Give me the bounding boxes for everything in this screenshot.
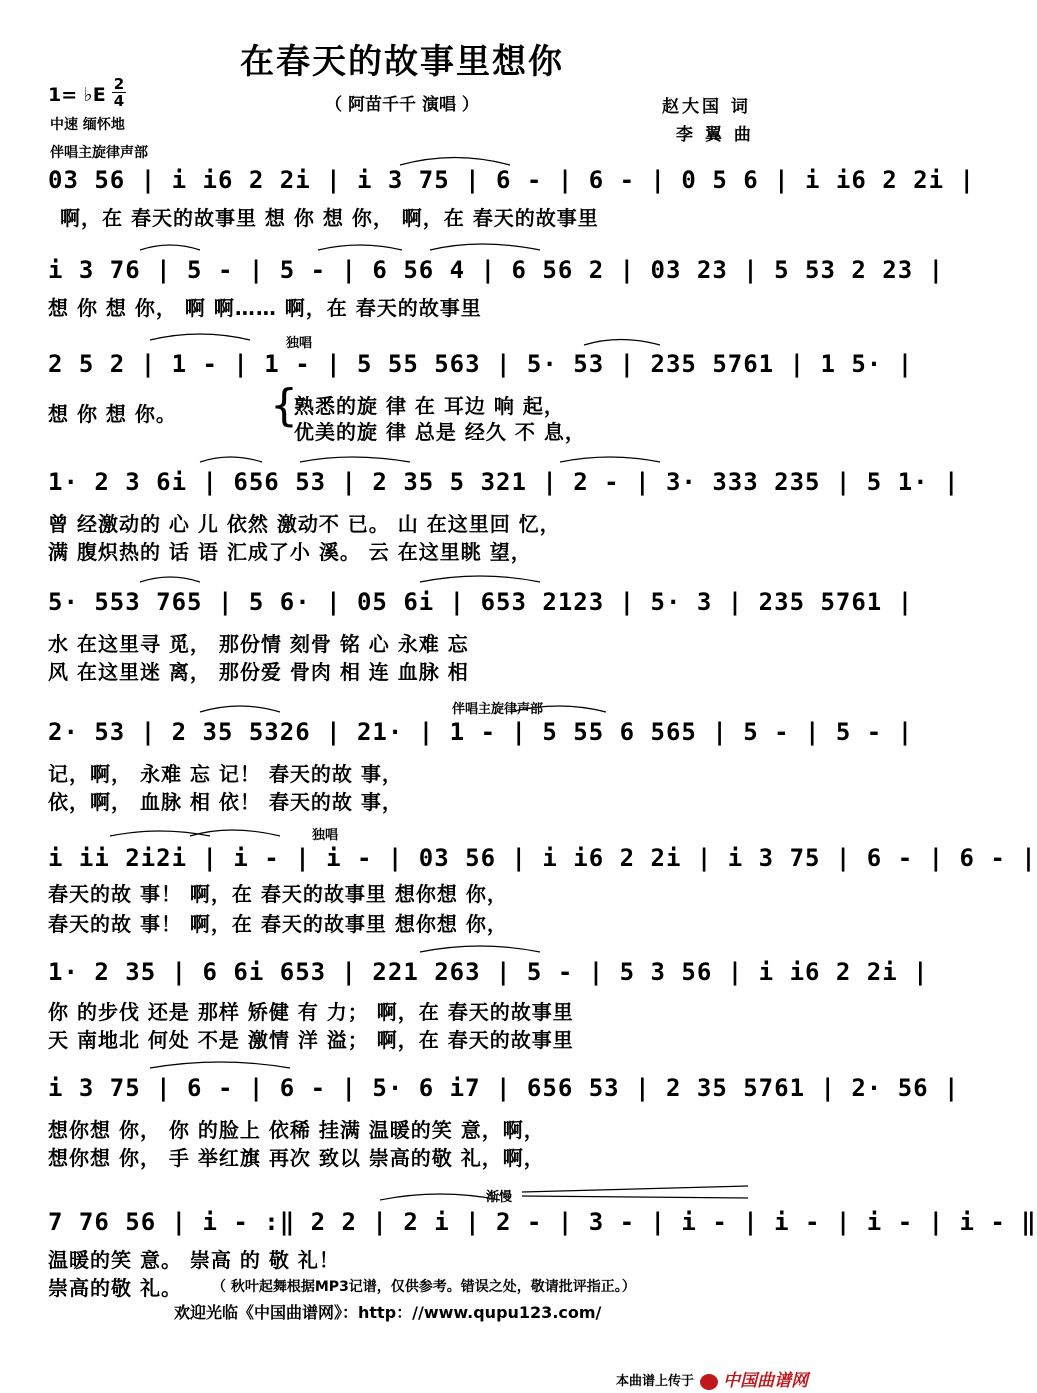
page-title: 在春天的故事里想你: [240, 42, 564, 82]
site-logo[interactable]: [700, 1366, 808, 1391]
solo-annotation: 独唱: [286, 336, 313, 351]
tempo-marking: 中速 缅怀地: [50, 117, 125, 133]
transcription-note: （ 秋叶起舞根据MP3记谱，仅供参考。错误之处，敬请批评指正。）: [212, 1279, 636, 1295]
notation-line-1: 03 56 | i i6 2 2i | i 3 75 | 6 - | 6 - | 0 5 6 | i i6 2 2i |: [48, 166, 975, 194]
lyric-line-2: 想 你 想 你， 啊 啊…… 啊，在 春天的故事里: [48, 296, 482, 320]
notation-line-3: 2 5 2 | 1 - | 1 - | 5 55 563 | 5· 53 | 235 5761 | 1 5· |: [48, 350, 914, 378]
welcome-url[interactable]: 欢迎光临《中国曲谱网》：http：//www.qupu123.com/: [174, 1303, 602, 1322]
performer-subtitle: （ 阿苗千千 演唱 ）: [325, 95, 479, 115]
notation-line-9: i 3 75 | 6 - | 6 - | 5· 6 i7 | 656 53 | 2 35 5761 | 2· 56 |: [48, 1074, 960, 1102]
lyric-line-7a: 春天的故 事！ 啊，在 春天的故事里 想你想 你，: [48, 882, 508, 906]
solo-annotation-2: 独唱: [312, 828, 339, 843]
notation-line-7: i ii 2i2i | i - | i - | 03 56 | i i6 2 2i | i 3 75 | 6 - | 6 - |: [48, 844, 1037, 872]
lyric-line-3c: 优美的旋 律 总是 经久 不 息，: [294, 420, 586, 444]
part-annotation: 伴唱主旋律声部: [452, 702, 544, 717]
lyric-line-6b: 依，啊， 血脉 相 依！ 春天的故 事，: [48, 790, 403, 814]
lyric-line-1: 啊，在 春天的故事里 想 你 想 你， 啊，在 春天的故事里: [60, 206, 599, 230]
lyric-line-3b: 熟悉的旋 律 在 耳边 响 起，: [294, 394, 565, 418]
lyric-line-5b: 风 在这里迷 离， 那份爱 骨肉 相 连 血脉 相: [48, 660, 469, 684]
lyric-line-6a: 记，啊， 永难 忘 记！ 春天的故 事，: [48, 762, 403, 786]
site-logo-text: 中国曲谱网: [723, 1371, 809, 1391]
key-signature: 1= ♭E: [48, 84, 106, 106]
site-logo-icon: [700, 1374, 718, 1390]
notation-line-8: 1· 2 35 | 6 6i 653 | 221 263 | 5 - | 5 3 56 | i i6 2 2i |: [48, 958, 929, 986]
notation-line-5: 5· 553 765 | 5 6· | 05 6i | 653 2123 | 5· 3 | 235 5761 |: [48, 588, 914, 616]
lyric-line-3a: 想 你 想 你。: [48, 402, 177, 426]
lyric-line-9b: 想你想 你， 手 举红旗 再次 致以 崇高的敬 礼，啊，: [48, 1146, 545, 1170]
notation-line-6: 2· 53 | 2 35 5326 | 21· | 1 - | 5 55 6 565 | 5 - | 5 - |: [48, 718, 914, 746]
lyric-line-4b: 满 腹炽热的 话 语 汇成了小 溪。 云 在这里眺 望，: [48, 540, 532, 564]
lyric-line-8a: 你 的步伐 还是 那样 矫健 有 力； 啊，在 春天的故事里: [48, 1000, 574, 1024]
notation-line-4: 1· 2 3 6i | 656 53 | 2 35 5 321 | 2 - | 3· 333 235 | 5 1· |: [48, 468, 960, 496]
lyric-line-8b: 天 南地北 何处 不是 激情 洋 溢； 啊，在 春天的故事里: [48, 1028, 574, 1052]
lyricist-credit: 赵大国 词: [662, 97, 751, 117]
lyric-line-7b: 春天的故 事！ 啊，在 春天的故事里 想你想 你，: [48, 912, 508, 936]
lyric-line-4a: 曾 经激动的 心 儿 依然 激动不 已。 山 在这里回 忆，: [48, 512, 561, 536]
notation-line-2: i 3 76 | 5 - | 5 - | 6 56 4 | 6 56 2 | 03 23 | 5 53 2 23 |: [48, 256, 945, 284]
lyric-line-9a: 想你想 你， 你 的脸上 依稀 挂满 温暖的笑 意，啊，: [48, 1118, 545, 1142]
part-label: 伴唱主旋律声部: [50, 145, 148, 161]
lyric-line-10b: 崇高的敬 礼。: [48, 1276, 182, 1300]
lyric-line-10a: 温暖的笑 意。 崇高 的 敬 礼！: [48, 1248, 340, 1272]
lyric-line-5a: 水 在这里寻 觅， 那份情 刻骨 铭 心 永难 忘: [48, 632, 469, 656]
ritardando-annotation: 渐慢: [486, 1190, 513, 1205]
notation-line-10: 7 76 56 | i - :‖ 2 2 | 2 i | 2 - | 3 - | i - | i - | i - | i - ‖: [48, 1208, 1037, 1236]
verse-brace: {: [270, 380, 298, 431]
time-signature: 2 4: [113, 75, 125, 110]
composer-credit: 李 翼 曲: [676, 125, 754, 145]
uploader-text: 本曲谱上传于: [616, 1374, 695, 1389]
